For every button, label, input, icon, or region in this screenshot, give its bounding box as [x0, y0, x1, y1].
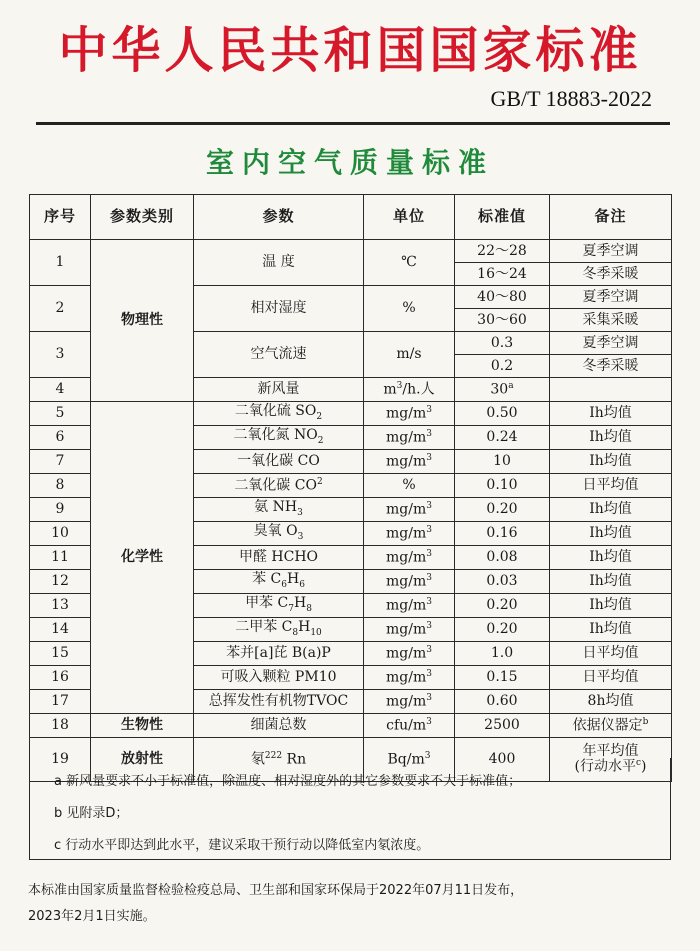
header-standard-value: 标准值 — [455, 195, 550, 240]
value-cell: 16～24 — [455, 263, 550, 286]
unit-cell: $mg/m^3$ — [364, 546, 455, 570]
unit-cell: $mg/m^3$ — [364, 690, 455, 714]
parameter-cell: 细菌总数 — [194, 714, 364, 738]
standards-table — [29, 194, 672, 782]
unit-cell: $mg/m^3$ — [364, 642, 455, 666]
value-cell: 0.08 — [455, 546, 550, 570]
table-row — [30, 240, 672, 263]
remark-cell: Ih均值 — [550, 546, 672, 570]
unit-cell: $mg/m^3$ — [364, 450, 455, 474]
remark-cell: 冬季采暖 — [550, 355, 672, 378]
remark-cell: 年平均值 (行动水平$^c$) — [550, 738, 672, 782]
value-cell: 1.0 — [455, 642, 550, 666]
category-radioactive: 放射性 — [91, 738, 194, 782]
value-cell: 10 — [455, 450, 550, 474]
value-cell: 0.3 — [455, 332, 550, 355]
unit-cell: $mg/m^3$ — [364, 522, 455, 546]
remark-cell: 夏季空调 — [550, 332, 672, 355]
parameter-cell: 甲醛 HCHO — [194, 546, 364, 570]
row-index: 10 — [30, 522, 91, 546]
parameter-cell: 空气流速 — [194, 332, 364, 378]
header-parameter: 参数 — [194, 195, 364, 240]
row-index: 5 — [30, 402, 91, 426]
note-a: a 新风量要求不小于标准值，除温度、相对湿度外的其它参数要求不大于标准值； — [54, 774, 522, 789]
remark-cell: 夏季空调 — [550, 286, 672, 309]
parameter-cell: 苯 $C_6H_6$ — [194, 570, 364, 594]
remark-cell: Ih均值 — [550, 522, 672, 546]
remark-cell: 冬季采暖 — [550, 263, 672, 286]
value-cell: 30～60 — [455, 309, 550, 332]
remark-cell: 8h均值 — [550, 690, 672, 714]
row-index: 2 — [30, 286, 91, 332]
row-index: 19 — [30, 738, 91, 782]
remark-cell: 依据仪器定$^b$ — [550, 714, 672, 738]
national-standard-heading: 中华人民共和国国家标准 — [58, 21, 642, 79]
value-cell: 0.20 — [455, 618, 550, 642]
unit-cell: $mg/m^3$ — [364, 426, 455, 450]
parameter-cell: 温 度 — [194, 240, 364, 286]
value-cell: 0.20 — [455, 498, 550, 522]
parameter-cell: 二氧化氮 $NO_2$ — [194, 426, 364, 450]
unit-cell: % — [364, 286, 455, 332]
issuance-statement — [28, 878, 678, 930]
remark-cell: Ih均值 — [550, 426, 672, 450]
parameter-cell: 氨 $NH_3$ — [194, 498, 364, 522]
value-cell: 30$^a$ — [455, 378, 550, 402]
parameter-cell: 二甲苯 $C_8H_{10}$ — [194, 618, 364, 642]
parameter-cell: 苯并[a]芘 B(a)P — [194, 642, 364, 666]
value-cell: 400 — [455, 738, 550, 782]
value-cell: 0.2 — [455, 355, 550, 378]
unit-cell: $mg/m^3$ — [364, 666, 455, 690]
standard-number: GB/T 18883-2022 — [490, 86, 652, 111]
category-chemical: 化学性 — [91, 402, 194, 714]
table-header-row — [30, 195, 672, 240]
remark-cell: 日平均值 — [550, 666, 672, 690]
remark-cell: Ih均值 — [550, 618, 672, 642]
unit-cell: cfu/$m^3$ — [364, 714, 455, 738]
remark-cell: 夏季空调 — [550, 240, 672, 263]
remark-cell: Ih均值 — [550, 570, 672, 594]
value-cell: 0.03 — [455, 570, 550, 594]
remark-cell: 采集采暖 — [550, 309, 672, 332]
header-divider — [36, 122, 670, 125]
unit-cell: m/s — [364, 332, 455, 378]
row-index: 7 — [30, 450, 91, 474]
header-remark: 备注 — [550, 195, 672, 240]
value-cell: 2500 — [455, 714, 550, 738]
table-row — [30, 714, 672, 738]
remark-cell: Ih均值 — [550, 498, 672, 522]
remark-cell — [550, 378, 672, 402]
parameter-cell: 二氧化硫 $SO_2$ — [194, 402, 364, 426]
unit-cell: $mg/m^3$ — [364, 498, 455, 522]
value-cell: 22～28 — [455, 240, 550, 263]
row-index: 9 — [30, 498, 91, 522]
parameter-cell: 氡$^{222}$ Rn — [194, 738, 364, 782]
value-cell: 0.16 — [455, 522, 550, 546]
parameter-cell: 可吸入颗粒 PM10 — [194, 666, 364, 690]
unit-cell: $mg/m^3$ — [364, 570, 455, 594]
remark-cell: 日平均值 — [550, 642, 672, 666]
parameter-cell: 总挥发性有机物TVOC — [194, 690, 364, 714]
remark-cell: Ih均值 — [550, 450, 672, 474]
table-notes — [29, 758, 671, 860]
row-index: 15 — [30, 642, 91, 666]
row-index: 16 — [30, 666, 91, 690]
row-index: 1 — [30, 240, 91, 286]
header-category: 参数类别 — [91, 195, 194, 240]
row-index: 6 — [30, 426, 91, 450]
header-unit: 单位 — [364, 195, 455, 240]
parameter-cell: 一氧化碳 CO — [194, 450, 364, 474]
row-index: 18 — [30, 714, 91, 738]
category-biological: 生物性 — [91, 714, 194, 738]
unit-cell: $mg/m^3$ — [364, 618, 455, 642]
row-index: 3 — [30, 332, 91, 378]
unit-cell: $mg/m^3$ — [364, 402, 455, 426]
value-cell: 0.24 — [455, 426, 550, 450]
remark-cell: 日平均值 — [550, 474, 672, 498]
header-index: 序号 — [30, 195, 91, 240]
value-cell: 0.15 — [455, 666, 550, 690]
issuance-line-1: 本标准由国家质量监督检验检疫总局、卫生部和国家环保局于2022年07月11日发布， — [28, 883, 524, 898]
unit-cell: $Bq/m^3$ — [364, 738, 455, 782]
value-cell: 0.20 — [455, 594, 550, 618]
unit-cell: % — [364, 474, 455, 498]
parameter-cell: 臭氧 $O_3$ — [194, 522, 364, 546]
remark-cell: Ih均值 — [550, 402, 672, 426]
value-cell: 40～80 — [455, 286, 550, 309]
row-index: 4 — [30, 378, 91, 402]
value-cell: 0.50 — [455, 402, 550, 426]
category-physical: 物理性 — [91, 240, 194, 402]
table-row — [30, 402, 672, 426]
row-index: 11 — [30, 546, 91, 570]
unit-cell: $m^3/h$.人 — [364, 378, 455, 402]
note-b: b 见附录D； — [54, 806, 129, 821]
note-c: c 行动水平即达到此水平，建议采取干预行动以降低室内氡浓度。 — [54, 838, 430, 853]
row-index: 8 — [30, 474, 91, 498]
parameter-cell: 新风量 — [194, 378, 364, 402]
value-cell: 0.10 — [455, 474, 550, 498]
remark-cell: Ih均值 — [550, 594, 672, 618]
unit-cell: ℃ — [364, 240, 455, 286]
parameter-cell: 二氧化碳 $CO^2$ — [194, 474, 364, 498]
row-index: 14 — [30, 618, 91, 642]
row-index: 12 — [30, 570, 91, 594]
document-title: 室内空气质量标准 — [205, 146, 494, 179]
parameter-cell: 甲苯 $C_7H_8$ — [194, 594, 364, 618]
value-cell: 0.60 — [455, 690, 550, 714]
row-index: 17 — [30, 690, 91, 714]
issuance-line-2: 2023年2月1日实施。 — [28, 909, 156, 924]
row-index: 13 — [30, 594, 91, 618]
parameter-cell: 相对湿度 — [194, 286, 364, 332]
unit-cell: $mg/m^3$ — [364, 594, 455, 618]
